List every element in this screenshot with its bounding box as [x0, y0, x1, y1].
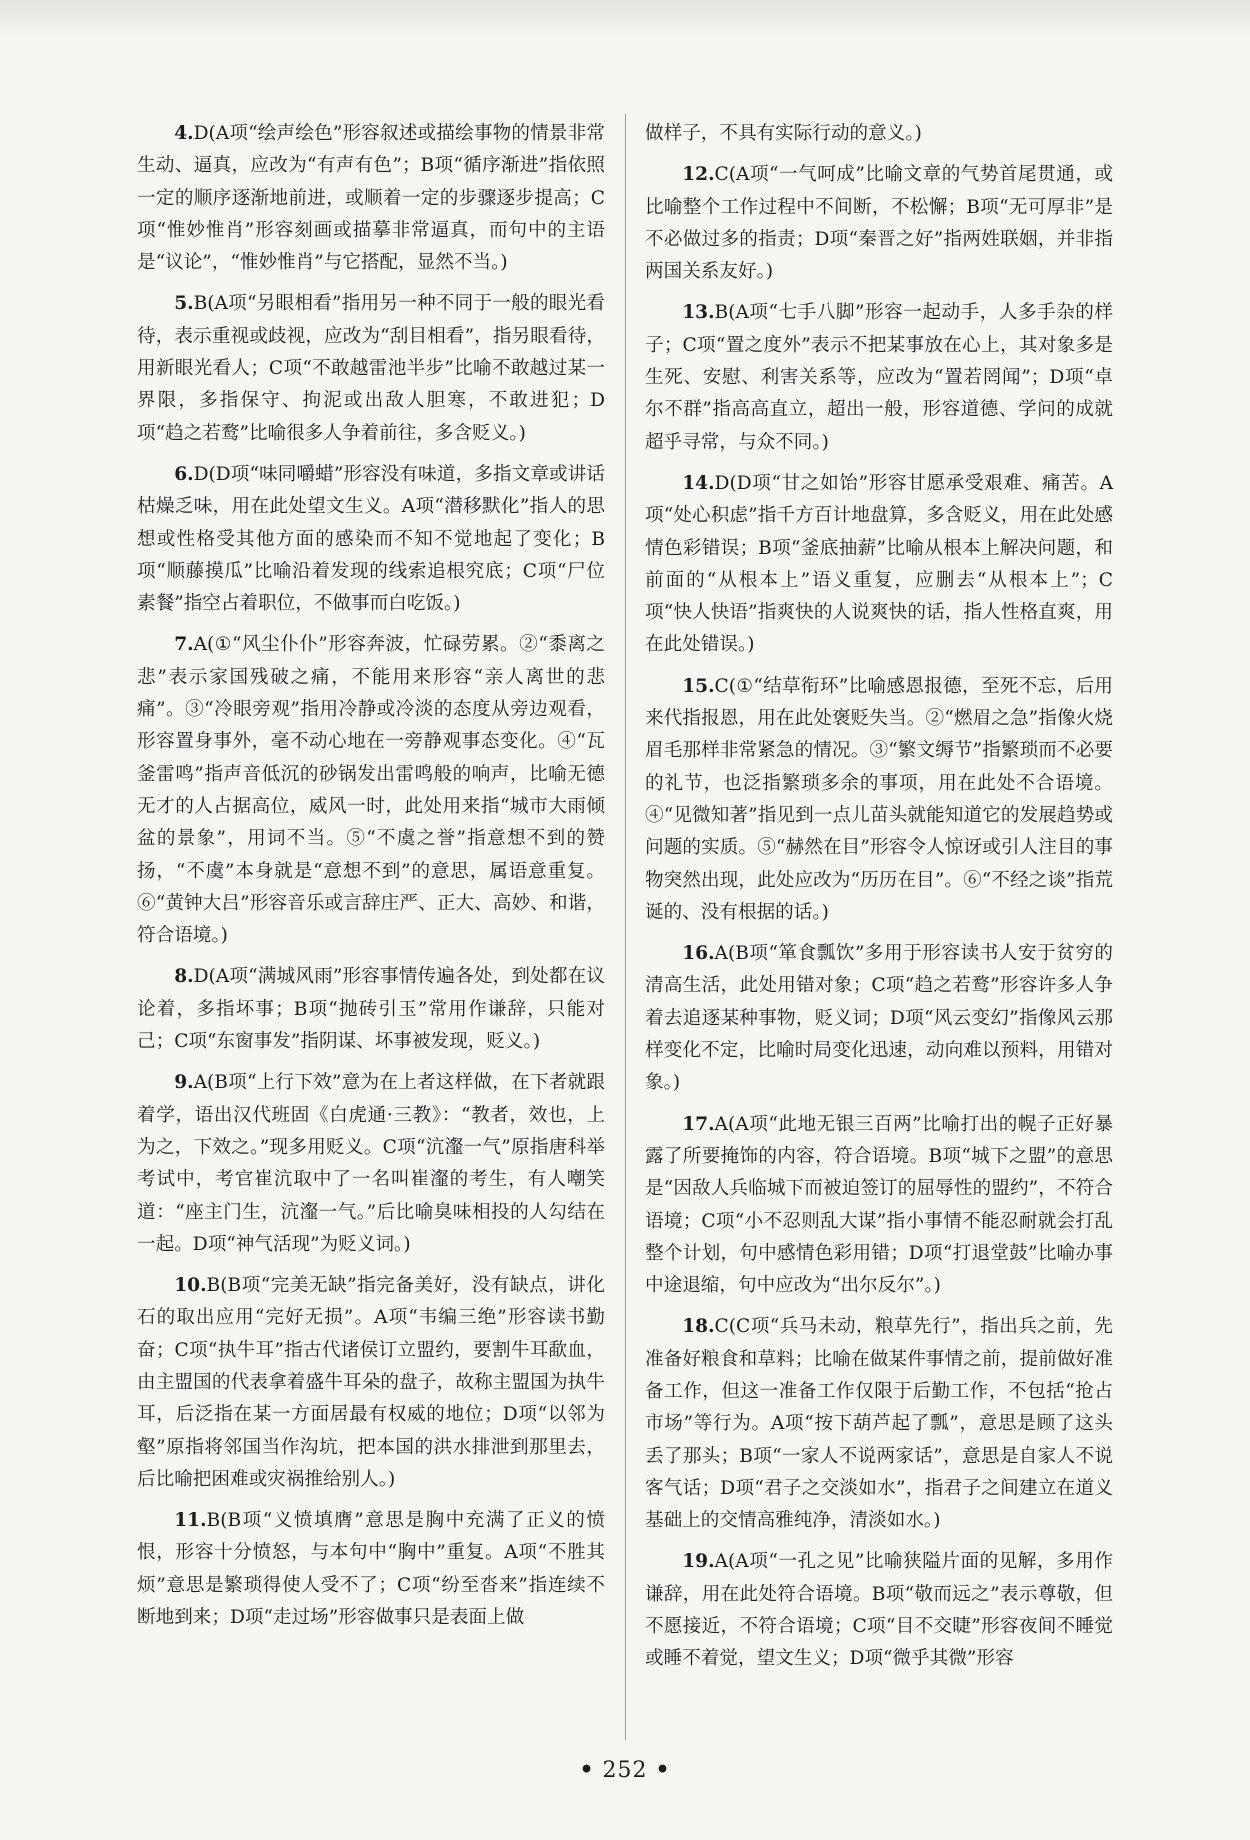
answer-text: A(B项“箪食瓢饮”多用于形容读书人安于贫穷的清高生活，此处用错对象；C项“趋之若鹜”形容许多人争着去追逐某种事物，贬义词；D项“风云变幻”指像风云那样变化不定，比喻时局变化迅速，动向难以预料，用错对象。)	[645, 943, 1113, 1094]
answer-text: C(C项“兵马未动，粮草先行”，指出兵之前，先准备好粮食和草料；比喻在做某件事情之前，提前做好准备工作，但这一准备工作仅限于后勤工作，不包括“抢占市场”等行为。A项“按下葫芦起了瓢”，意思是顾了这头丢了那头；B项“一家人不说两家话”，意思是自家人不说客气话；D项“君子之交淡如水”，指君子之间建立在道义基础上的交情高雅纯净，清淡如水。)	[645, 1316, 1113, 1532]
answer-number: 16.	[682, 943, 715, 965]
answer-text: D(D项“味同嚼蜡”形容没有味道，多指文章或讲话枯燥乏味，用在此处望文生义。A项“潜移默化”指人的思想或性格受其他方面的感染而不知不觉地起了变化；B项“顺藤摸瓜”比喻沿着发现的线索追根究底；C项“尸位素餐”指空占着职位，不做事而白吃饭。)	[137, 463, 605, 615]
answer-number: 5.	[174, 293, 194, 315]
answer-text: 做样子，不具有实际行动的意义。)	[645, 123, 922, 144]
answer-item	[137, 459, 605, 620]
answer-text: A(B项“上行下效”意为在上者这样做，在下者就跟着学，语出汉代班固《白虎通·三教》：“教者，效也，上为之，下效之。”现多用贬义。C项“沆瀣一气”原指唐科举考试中，考官崔沆取中了一名叫崔瀣的考生，有人嘲笑道：“座主门生，沆瀣一气。”后比喻臭味相投的人勾结在一起。D项“神气活现”为贬义词。)	[137, 1072, 605, 1255]
answer-item	[137, 1270, 605, 1496]
answer-text: D(D项“甘之如饴”形容甘愿承受艰难、痛苦。A项“处心积虑”指千方百计地盘算，多含贬义，用在此处感情色彩错误；B项“釜底抽薪”比喻从根本上解决问题，和前面的“从根本上”语义重复，应删去“从根本上”；C项“快人快语”指爽快的人说爽快的话，指人性格直爽，用在此处错误。)	[645, 472, 1113, 656]
answer-number: 17.	[682, 1113, 715, 1135]
answer-text: B(B项“义愤填膺”意思是胸中充满了正义的愤恨，形容十分愤怒，与本句中“胸中”重复。A项“不胜其烦”意思是繁琐得使人受不了；C项“纷至沓来”指连续不断地到来；D项“走过场”形容做事只是表面上做	[137, 1510, 605, 1629]
left-column	[137, 118, 605, 1643]
answer-item	[137, 961, 605, 1058]
answer-number: 11.	[174, 1510, 207, 1532]
answer-item	[137, 288, 605, 449]
answer-item	[137, 1505, 605, 1634]
answer-text: B(A项“另眼相看”指用另一种不同于一般的眼光看待，表示重视或歧视，应改为“刮目相看”，指另眼看待，用新眼光看人；C项“不敢越雷池半步”比喻不敢越过某一界限，多指保守、拘泥或出敌人胆寒，不敢进犯；D项“趋之若鹜”比喻很多人争着前往，多含贬义。)	[137, 293, 605, 444]
answer-item	[137, 1067, 605, 1261]
answer-text: A(A项“此地无银三百两”比喻打出的幌子正好暴露了所要掩饰的内容，符合语境。B项“城下之盟”的意思是“因敌人兵临城下而被迫签订的屈辱性的盟约”，不符合语境；C项“小不忍则乱大谋”指小事情不能忍耐就会打乱整个计划，句中感情色彩用错；D项“打退堂鼓”比喻办事中途退缩，句中应改为“出尔反尔”。)	[645, 1113, 1113, 1297]
answer-item	[137, 118, 605, 279]
answer-item	[645, 938, 1113, 1099]
answer-text: D(A项“满城风雨”形容事情传遍各处，到处都在议论着，多指坏事；B项“抛砖引玉”常用作谦辞，只能对己；C项“东窗事发”指阴谋、坏事被发现，贬义。)	[137, 966, 605, 1053]
answer-item	[137, 629, 605, 952]
answer-number: 14.	[682, 472, 715, 494]
answer-item	[645, 468, 1113, 662]
answer-item	[645, 297, 1113, 458]
answer-number: 8.	[174, 966, 194, 988]
answer-item	[645, 671, 1113, 929]
right-column	[645, 118, 1113, 1685]
answer-item	[645, 1311, 1113, 1537]
answer-item	[645, 1546, 1113, 1675]
answer-item	[645, 159, 1113, 288]
top-scan-edge	[0, 0, 1250, 40]
answer-number: 13.	[682, 302, 715, 324]
answer-text: D(A项“绘声绘色”形容叙述或描绘事物的情景非常生动、逼真，应改为“有声有色”；B项“循序渐进”指依照一定的顺序逐渐地前进，或顺着一定的步骤逐步提高；C项“惟妙惟肖”形容刻画或描摹非常逼真，而句中的主语是“议论”，“惟妙惟肖”与它搭配，显然不当。)	[137, 123, 605, 274]
answer-number: 12.	[682, 164, 715, 186]
answer-number: 9.	[174, 1072, 194, 1094]
answer-text: A(①“风尘仆仆”形容奔波，忙碌劳累。②“黍离之悲”表示家国残破之痛，不能用来形容“亲人离世的悲痛”。③“冷眼旁观”指用冷静或冷淡的态度从旁边观看，形容置身事外，毫不动心地在一旁静观事态变化。④“瓦釜雷鸣”指声音低沉的砂锅发出雷鸣般的响声，比喻无德无才的人占据高位，威风一时，此处用来指“城市大雨倾盆的景象”，用词不当。⑤“不虞之誉”指意想不到的赞扬，“不虞”本身就是“意想不到”的意思，属语意重复。⑥“黄钟大吕”形容音乐或言辞庄严、正大、高妙、和谐，符合语境。)	[137, 634, 605, 947]
answer-number: 6.	[174, 463, 194, 485]
answer-item	[645, 118, 1113, 150]
page-number: 252	[602, 1758, 648, 1783]
answer-number: 19.	[682, 1551, 715, 1573]
answer-number: 4.	[174, 123, 194, 144]
answer-item	[645, 1109, 1113, 1303]
answer-number: 18.	[682, 1316, 715, 1338]
answer-text: B(B项“完美无缺”指完备美好，没有缺点，讲化石的取出应用“完好无损”。A项“韦编三绝”形容读书勤奋；C项“执牛耳”指古代诸侯订立盟约，要割牛耳歃血，由主盟国的代表拿着盛牛耳朵的盘子，故称主盟国为执牛耳，后泛指在某一方面居最有权威的地位；D项“以邻为壑”原指将邻国当作沟坑，把本国的洪水排泄到那里去，后比喻把困难或灾祸推给别人。)	[137, 1275, 605, 1490]
footer-bullet-right: •	[655, 1757, 671, 1783]
answer-number: 10.	[174, 1275, 207, 1297]
answer-text: A(A项“一孔之见”比喻狭隘片面的见解，多用作谦辞，用在此处符合语境。B项“敬而远之”表示尊敬，但不愿接近，不符合语境；C项“目不交睫”形容夜间不睡觉或睡不着觉，望文生义；D项“微乎其微”形容	[645, 1551, 1113, 1670]
answer-text: C(①“结草衔环”比喻感恩报德，至死不忘，后用来代指报恩，用在此处褒贬失当。②“燃眉之急”指像火烧眉毛那样非常紧急的情况。③“繁文缛节”指繁琐而不必要的礼节，也泛指繁琐多余的事项，用在此处不合语境。④“见微知著”指见到一点儿苗头就能知道它的发展趋势或问题的实质。⑤“赫然在目”形容令人惊讶或引人注目的事物突然出现，此处应改为“历历在目”。⑥“不经之谈”指荒诞的、没有根据的话。)	[645, 675, 1113, 923]
footer-bullet-left: •	[579, 1757, 595, 1783]
answer-text: B(A项“七手八脚”形容一起动手，人多手杂的样子；C项“置之度外”表示不把某事放在心上，其对象多是生死、安慰、利害关系等，应改为“置若罔闻”；D项“卓尔不群”指高高直立，超出一般，形容道德、学问的成就超乎寻常，与众不同。)	[645, 302, 1113, 453]
answer-number: 15.	[682, 675, 715, 697]
page-footer	[0, 1757, 1250, 1783]
column-divider	[625, 114, 626, 1740]
answer-number: 7.	[174, 634, 194, 656]
answer-text: C(A项“一气呵成”比喻文章的气势首尾贯通，或比喻整个工作过程中不间断，不松懈；B项“无可厚非”是不必做过多的指责；D项“秦晋之好”指两姓联姻，并非指两国关系友好。)	[645, 164, 1113, 283]
